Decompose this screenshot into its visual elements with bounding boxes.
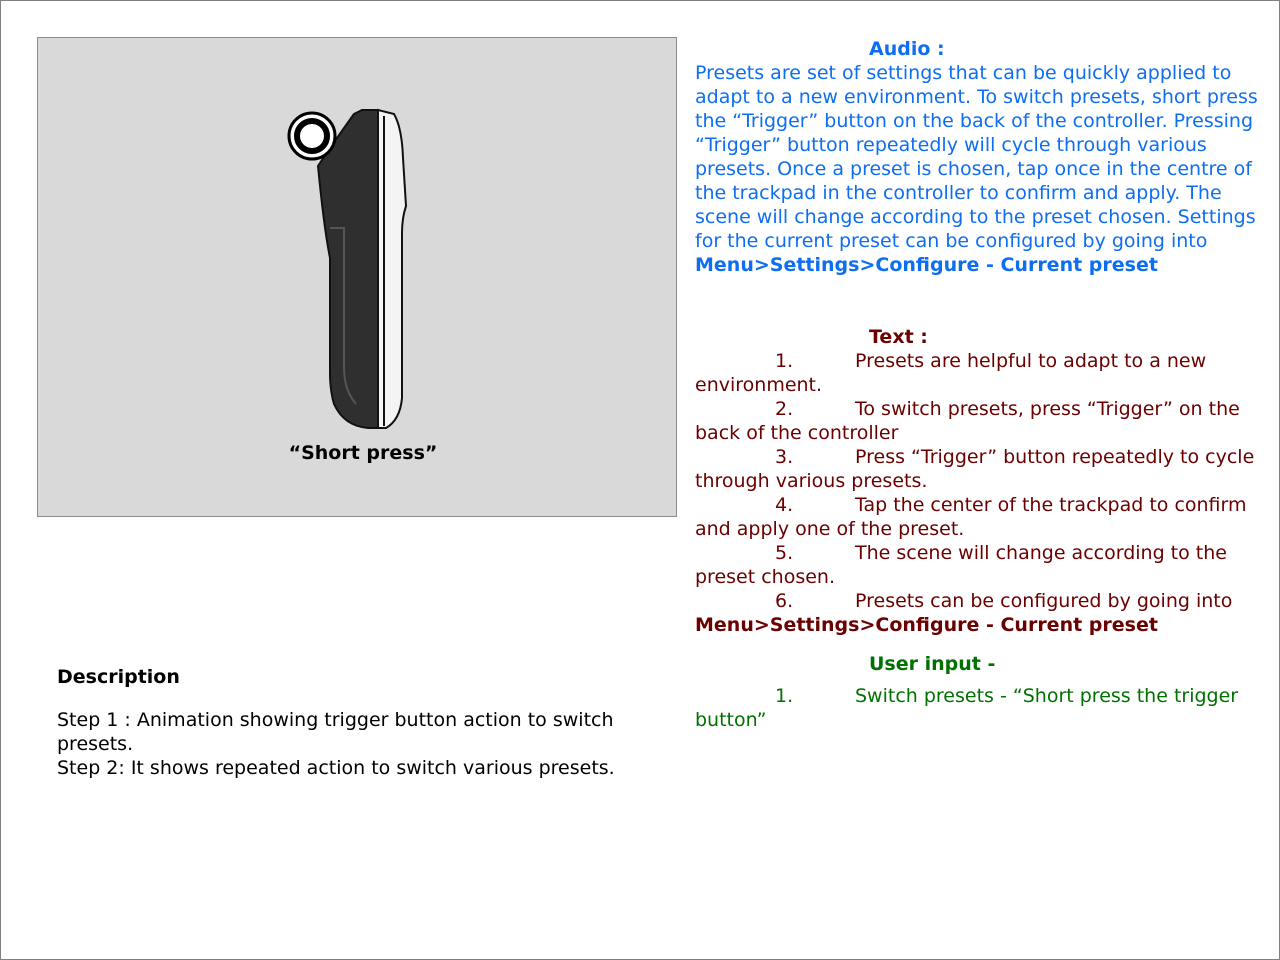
list-item-text: Tap the center of the trackpad to confirm and apply one of the preset. (695, 494, 1247, 540)
description-title: Description (57, 666, 180, 688)
text-title: Text : (869, 326, 928, 348)
controller-edge-shape (378, 110, 406, 428)
list-item-text: Switch presets - “Short press the trigger button” (695, 685, 1239, 731)
list-item (695, 397, 1279, 445)
list-item-text: Presets are helpful to adapt to a new environment. (695, 350, 1207, 396)
list-item-text: Press “Trigger” button repeatedly to cycle through various presets. (695, 446, 1255, 492)
script-column (695, 37, 1279, 732)
audio-body (695, 61, 1279, 277)
description-block (57, 665, 677, 780)
controller-body-shape (318, 110, 378, 428)
list-item-number: 5. (775, 542, 794, 564)
text-menu-path: Menu>Settings>Configure - Current preset (695, 614, 1158, 636)
list-item-number: 1. (775, 350, 794, 372)
list-item (695, 541, 1279, 589)
list-item-text: Presets can be configured by going into (855, 590, 1233, 612)
text-section (695, 325, 1279, 637)
list-item (695, 684, 1279, 732)
list-item-text: The scene will change according to the preset chosen. (695, 542, 1227, 588)
list-item-text: To switch presets, press “Trigger” on the back of the controller (695, 398, 1240, 444)
description-step: Step 1 : Animation showing trigger button action to switch presets. (57, 709, 614, 755)
list-item-number: 2. (775, 398, 794, 420)
list-item (695, 589, 1279, 613)
description-step: Step 2: It shows repeated action to switch various presets. (57, 757, 615, 779)
audio-menu-path: Menu>Settings>Configure - Current preset (695, 254, 1158, 276)
user-input-title: User input - (869, 653, 996, 675)
trigger-indicator-inner-ring (297, 121, 327, 151)
controller-figure-panel (37, 37, 677, 517)
list-item-number: 3. (775, 446, 794, 468)
user-input-section (695, 652, 1279, 732)
list-item (695, 445, 1279, 493)
audio-body-text: Presets are set of settings that can be quickly applied to adapt to a new environment. To switch presets, short press the “Trigger” button on the back of the controller. Pressing “Trigger” button repeatedly will cycle through various presets. Once a preset is chosen, tap once in the centre of the trackpad in the controller to confirm and apply. The scene will change according to the preset chosen. Settings for the current preset can be configured by going into (695, 62, 1258, 252)
figure-caption: “Short press” (288, 442, 438, 464)
audio-title: Audio : (869, 38, 945, 60)
list-item-number: 4. (775, 494, 794, 516)
list-item-number: 1. (775, 685, 794, 707)
list-item (695, 349, 1279, 397)
list-item (695, 493, 1279, 541)
list-item-number: 6. (775, 590, 794, 612)
audio-section (695, 37, 1279, 277)
